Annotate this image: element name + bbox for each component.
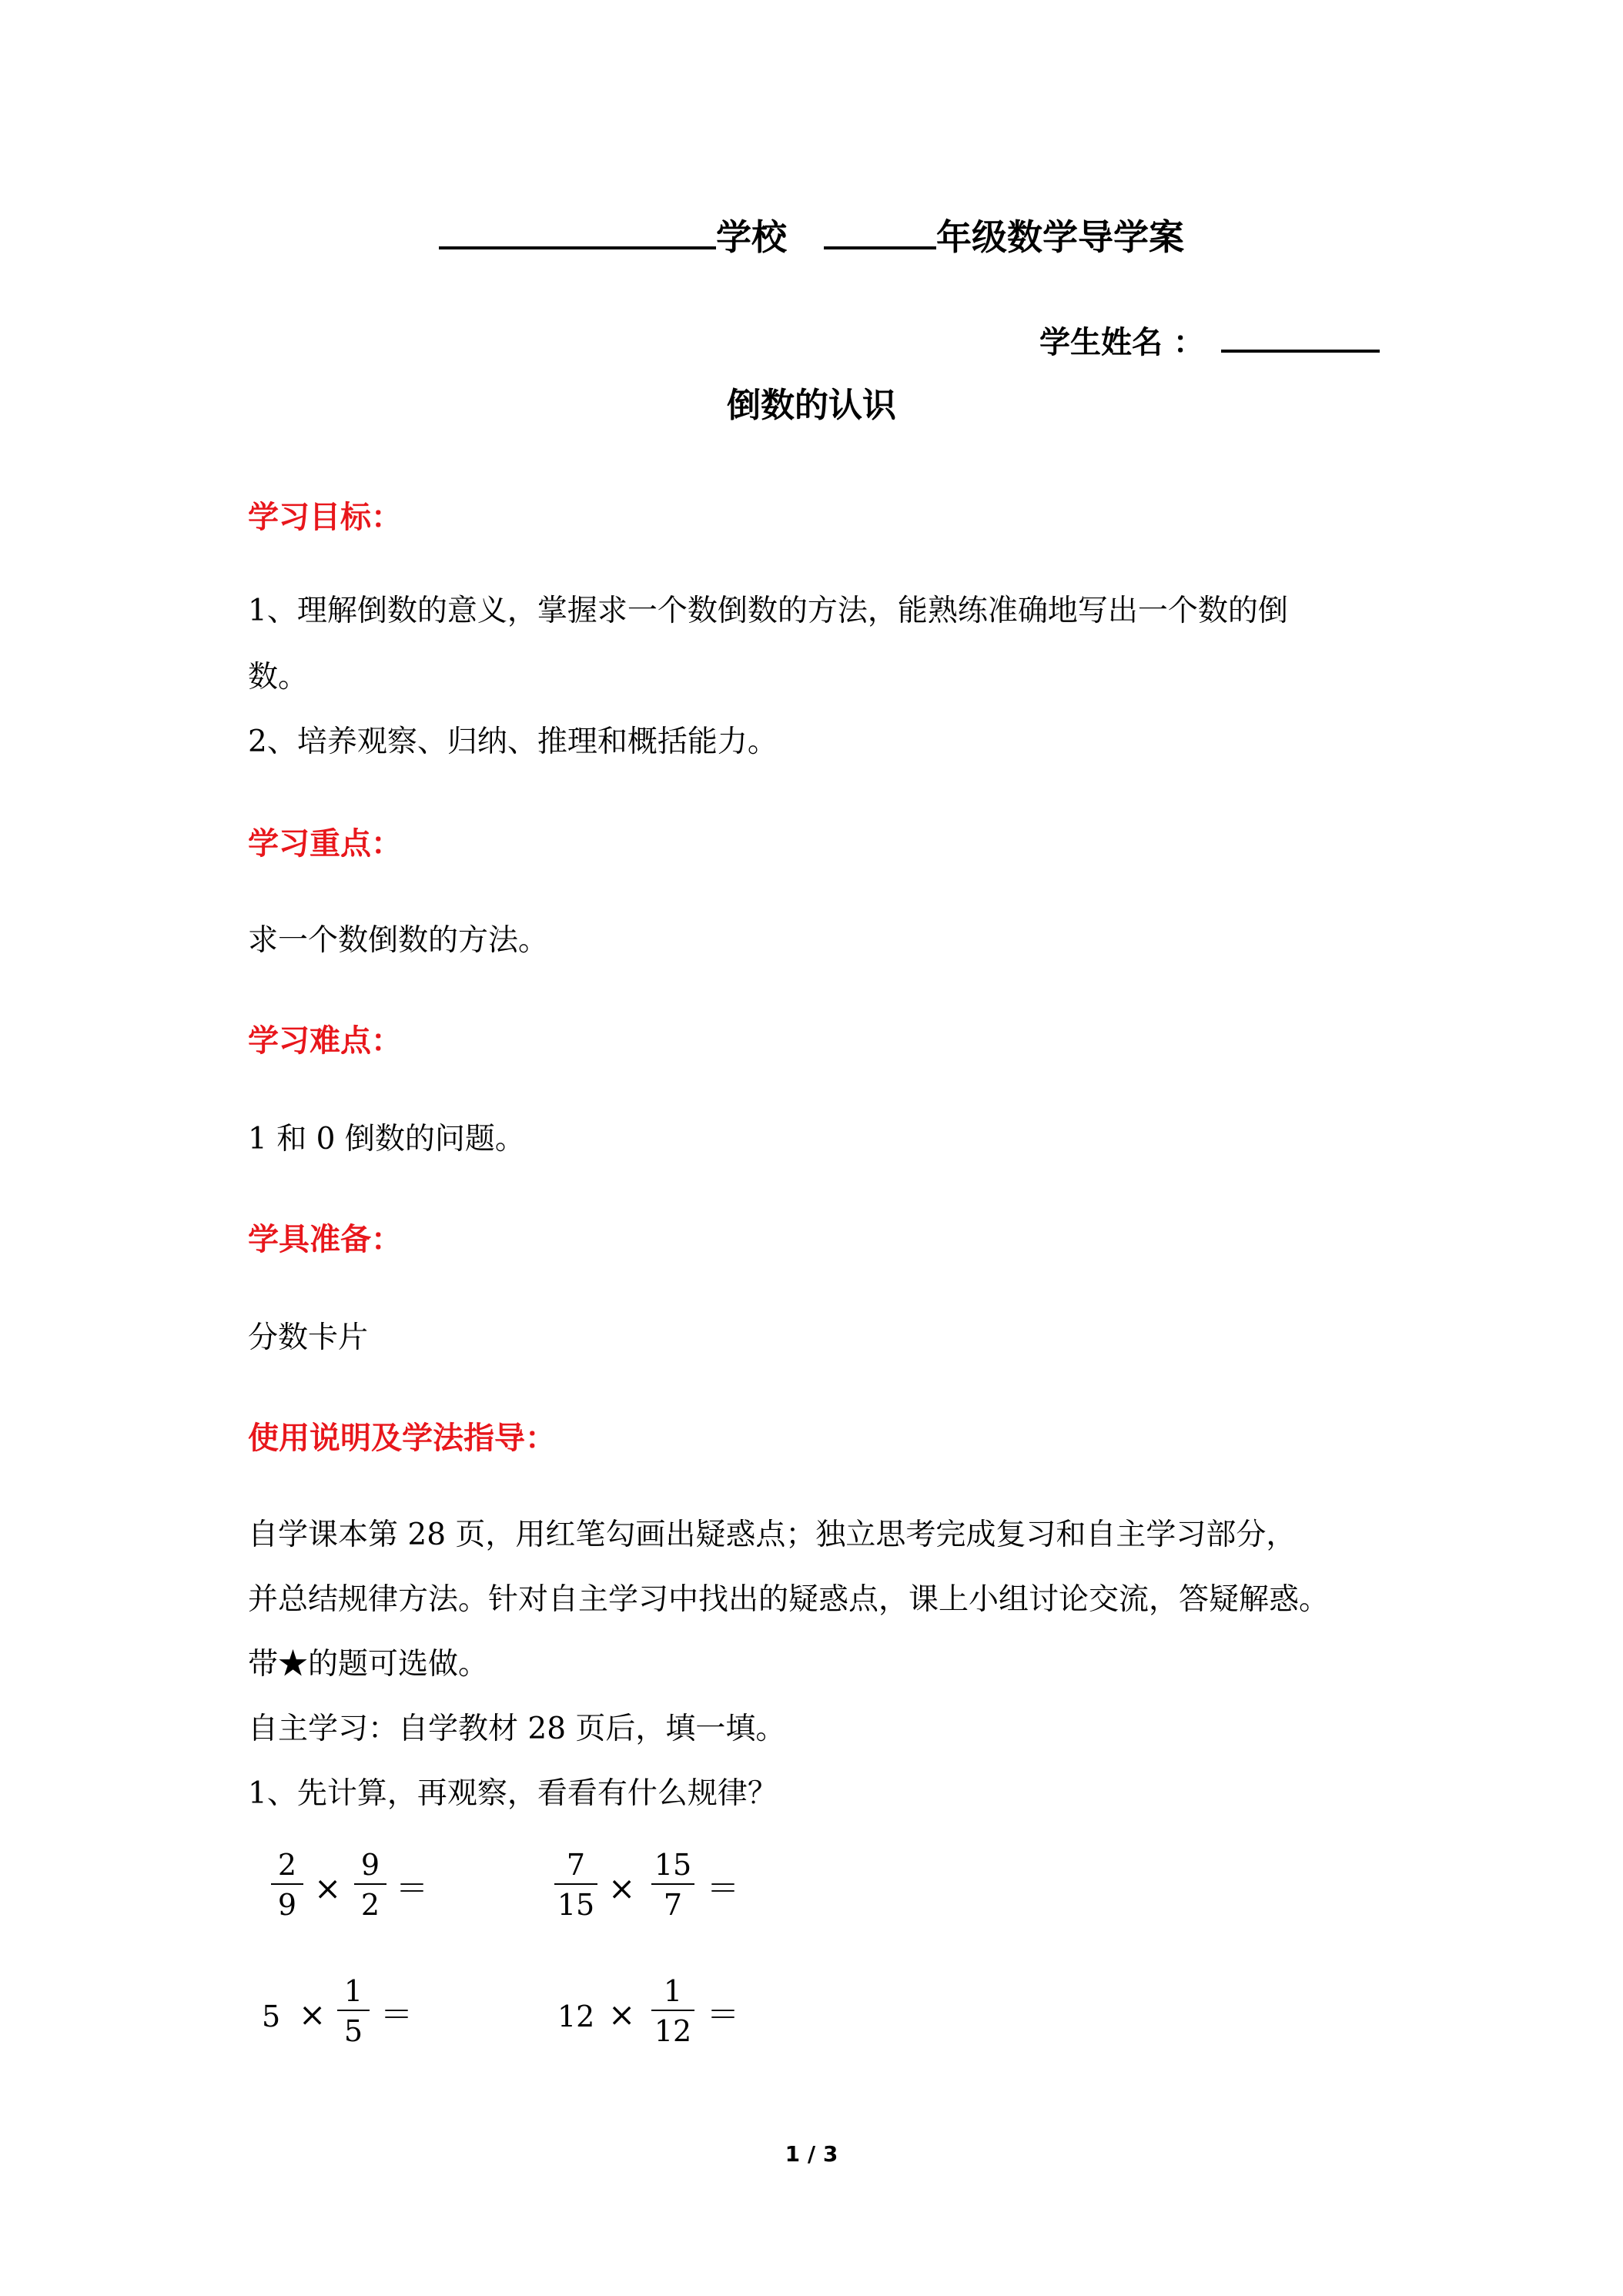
fraction-bar: [271, 1883, 303, 1885]
whole-number: 5: [262, 2000, 281, 2033]
tools-text: 分数卡片: [248, 1320, 369, 1355]
objective-1-line-1: 1、理解倒数的意义，掌握求一个数倒数的方法，能熟练准确地写出一个数的倒: [248, 594, 1288, 628]
whole-number: 12: [557, 2000, 595, 2033]
fraction: [554, 1848, 597, 1922]
key-points-heading: 学习重点：: [248, 826, 402, 862]
numerator: 7: [566, 1848, 586, 1882]
numerator: 15: [654, 1848, 692, 1882]
fraction: [271, 1848, 303, 1922]
fraction-bar: [354, 1883, 387, 1885]
multiply-sign: ×: [608, 1869, 636, 1907]
fraction-bar: [554, 1883, 597, 1885]
school-name-blank[interactable]: [439, 206, 716, 249]
equals-sign: ＝: [380, 1996, 413, 2033]
guide-heading: 使用说明及学法指导：: [248, 1421, 556, 1456]
student-name-label: 学生姓名 ：: [1039, 325, 1204, 360]
page-title: 倒数的认识: [727, 386, 896, 425]
fraction-bar: [651, 2010, 694, 2011]
denominator: 9: [277, 1888, 297, 1922]
difficulties-heading: 学习难点：: [248, 1023, 402, 1059]
objective-2: 2、培养观察、归纳、推理和概括能力。: [248, 725, 778, 759]
multiply-sign: ×: [314, 1869, 342, 1907]
tools-heading: 学具准备：: [248, 1222, 402, 1257]
guide-line-2: 并总结规律方法。针对自主学习中找出的疑惑点，课上小组讨论交流，答疑解惑。: [248, 1582, 1330, 1617]
fraction: [354, 1848, 387, 1922]
fraction-bar: [651, 1883, 694, 1885]
grade-blank[interactable]: [824, 206, 936, 249]
denominator: 2: [360, 1888, 380, 1922]
equals-sign: ＝: [396, 1869, 429, 1907]
numerator: 2: [277, 1848, 297, 1882]
objectives-heading: 学习目标：: [248, 500, 402, 535]
objective-1-line-2: 数。: [248, 660, 309, 694]
guide-line-3: 带★的题可选做。: [248, 1647, 489, 1682]
multiply-sign: ×: [299, 1996, 326, 2033]
equals-sign: ＝: [707, 1869, 740, 1907]
denominator: 15: [557, 1888, 595, 1922]
numerator: 1: [663, 1974, 683, 2008]
page-number: 1 / 3: [785, 2141, 838, 2167]
denominator: 7: [663, 1888, 683, 1922]
worksheet-header: [0, 206, 1623, 264]
numerator: 9: [360, 1848, 380, 1882]
self-study-text: 自主学习：自学教材 28 页后，填一填。: [248, 1712, 786, 1746]
grade-suffix: 年级数学导学案: [936, 216, 1184, 258]
fraction-bar: [337, 2010, 370, 2011]
student-name-blank[interactable]: [1221, 314, 1380, 353]
numerator: 1: [343, 1974, 363, 2008]
fraction: [651, 1974, 694, 2048]
equals-sign: ＝: [707, 1996, 740, 2033]
denominator: 12: [654, 2014, 692, 2048]
key-points-text: 求一个数倒数的方法。: [248, 923, 549, 958]
fraction: [337, 1974, 370, 2048]
denominator: 5: [343, 2014, 363, 2048]
fraction: [651, 1848, 694, 1922]
student-name-row: [1039, 314, 1380, 368]
difficulties-text: 1 和 0 倒数的问题。: [248, 1122, 525, 1156]
exercise-1-text: 1、先计算，再观察，看看有什么规律？: [248, 1776, 778, 1811]
guide-line-1: 自学课本第 28 页，用红笔勾画出疑惑点；独立思考完成复习和自主学习部分，: [248, 1518, 1297, 1552]
school-suffix: 学校: [716, 216, 787, 258]
multiply-sign: ×: [608, 1996, 636, 2033]
